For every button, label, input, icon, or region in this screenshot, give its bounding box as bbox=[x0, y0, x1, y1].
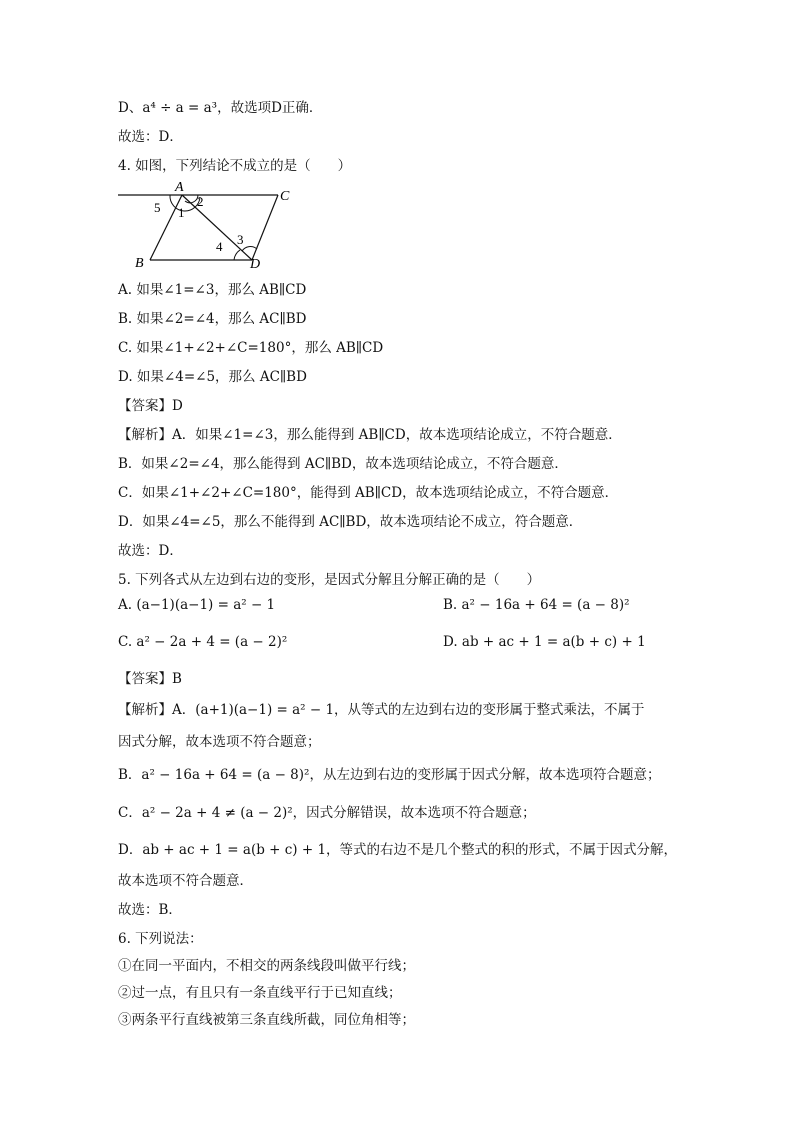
q4-figure bbox=[112, 178, 312, 270]
q5-explain-a-cont: 因式分解，故本选项不符合题意； bbox=[118, 734, 321, 750]
q6-stem: 6. 下列说法： bbox=[118, 931, 203, 947]
q6-statement-2: ②过一点，有且只有一条直线平行于已知直线； bbox=[118, 985, 402, 1001]
q4-stem: 4. 如图，下列结论不成立的是（ ） bbox=[118, 158, 352, 174]
q5-option-c: C. a² − 2a + 4 = (a − 2)² bbox=[118, 634, 288, 650]
label-a: A bbox=[175, 180, 184, 195]
q4-option-c: C. 如果∠1+∠2+∠C=180°，那么 AB∥CD bbox=[118, 340, 384, 356]
line-cd bbox=[252, 195, 278, 260]
q4-explain-d: D．如果∠4=∠5，那么不能得到 AC∥BD，故本选项结论不成立，符合题意． bbox=[118, 514, 583, 530]
q6-statement-3: ③两条平行直线被第三条直线所截，同位角相等； bbox=[118, 1012, 415, 1028]
q5-option-d: D. ab + ac + 1 = a(b + c) + 1 bbox=[443, 634, 646, 650]
q4-option-a: A. 如果∠1=∠3，那么 AB∥CD bbox=[118, 282, 307, 298]
angle-5: 5 bbox=[154, 200, 161, 215]
line-choose-d: 故选：D． bbox=[118, 129, 183, 145]
q4-option-b: B. 如果∠2=∠4，那么 AC∥BD bbox=[118, 311, 307, 327]
angle-3: 3 bbox=[237, 232, 244, 247]
q5-explain-c: C．a² − 2a + 4 ≠ (a − 2)²，因式分解错误，故本选项不符合题意； bbox=[118, 805, 536, 821]
angle-2: 2 bbox=[197, 194, 204, 209]
q5-explain-d-cont: 故本选项不符合题意． bbox=[118, 873, 253, 889]
q4-explain-b: B．如果∠2=∠4，那么能得到 AC∥BD，故本选项结论成立，不符合题意． bbox=[118, 456, 568, 472]
q6-statement-1: ①在同一平面内，不相交的两条线段叫做平行线； bbox=[118, 958, 415, 974]
label-b: B bbox=[135, 256, 144, 270]
q5-stem: 5. 下列各式从左边到右边的变形，是因式分解且分解正确的是（ ） bbox=[118, 572, 541, 588]
angle-4: 4 bbox=[216, 239, 223, 254]
label-d: D bbox=[250, 257, 261, 270]
arc-d2 bbox=[242, 246, 257, 251]
q5-answer: 【答案】B bbox=[118, 671, 182, 687]
q4-answer: 【答案】D bbox=[118, 398, 183, 414]
q4-option-d: D. 如果∠4=∠5，那么 AC∥BD bbox=[118, 369, 307, 385]
q5-explain-d: D．ab + ac + 1 = a(b + c) + 1，等式的右边不是几个整式的积的形式，不属于因式分解， bbox=[118, 842, 678, 858]
q5-choose: 故选：B． bbox=[118, 902, 182, 918]
label-c: C bbox=[280, 189, 290, 204]
line-d-option: D、a⁴ ÷ a = a³，故选项D正确． bbox=[118, 100, 323, 116]
arc-d bbox=[234, 250, 240, 260]
q5-explain-a: 【解析】A．(a+1)(a−1) = a² − 1，从等式的左边到右边的变形属于整式乘法，不属于 bbox=[118, 702, 645, 718]
q4-choose: 故选：D． bbox=[118, 543, 183, 559]
angle-1: 1 bbox=[178, 205, 185, 220]
q4-explain-a: 【解析】A．如果∠1=∠3，那么能得到 AB∥CD，故本选项结论成立，不符合题意． bbox=[118, 427, 622, 443]
q4-explain-c: C．如果∠1+∠2+∠C=180°，能得到 AB∥CD，故本选项结论成立，不符合题意． bbox=[118, 485, 619, 501]
q5-explain-b: B．a² − 16a + 64 = (a − 8)²，从左边到右边的变形属于因式分解，故本选项符合题意； bbox=[118, 767, 661, 783]
q5-option-a: A. (a−1)(a−1) = a² − 1 bbox=[118, 597, 276, 613]
q5-option-b: B. a² − 16a + 64 = (a − 8)² bbox=[443, 597, 630, 613]
